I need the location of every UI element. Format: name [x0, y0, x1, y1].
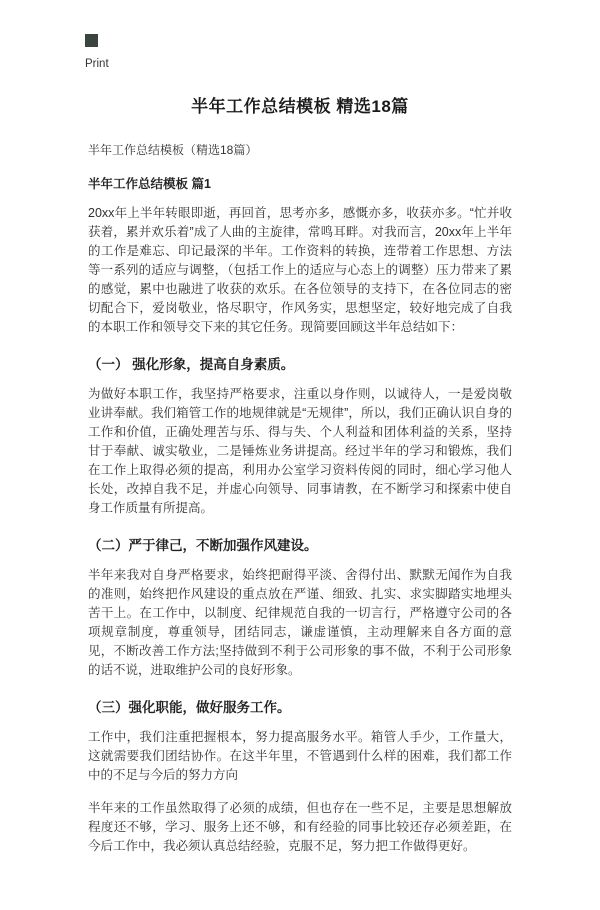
section1-heading: （一） 强化形象，提高自身素质。	[88, 357, 295, 372]
section1-paragraph: 为做好本职工作，我坚持严格要求，注重以身作则，以诚待人，一是爱岗敬业讲奉献。我们箱管工作的地规律就是“无规律”，所以，我们正确认识自身的工作和价值，正确处理苦与乐、得与失、个人利益和团体利益的关系，坚持甘于奉献、诚实敬业，二是锤炼业务讲提高。经过半年的学习和锻炼，我们在工作上取得必须的提高，利用办公室学习资料传阅的同时，细心学习他人长处，改掉自我不足，并虚心向领导、同事请教，在不断学习和探索中使自身工作质量有所提高。	[88, 387, 512, 515]
section2-paragraph: 半年来我对自身严格要求，始终把耐得平淡、舍得付出、默默无闻作为自我的准则，始终把作风建设的重点放在严谨、细致、扎实、求实脚踏实地埋头苦干上。在工作中，以制度、纪律规范自我的一切言行，严格遵守公司的各项规章制度，尊重领导，团结同志，谦虚谨慎，主动理解来自各方面的意见，不断改善工作方法;坚持做到不利于公司形象的事不做，不利于公司形象的话不说，进取维护公司的良好形象。	[88, 568, 512, 677]
section3-heading: （三）强化职能，做好服务工作。	[88, 700, 291, 715]
part1-intro-paragraph: 20xx年上半年转眼即逝，再回首，思考亦多，感慨亦多，收获亦多。“忙并收获着，累并欢乐着”成了人曲的主旋律，常鸣耳畔。对我而言，20xx年上半年的工作是难忘、印记最深的半年。工作资料的转换，连带着工作思想、方法等一系列的适应与调整，（包括工作上的适应与心态上的调整）压力带来了累的感觉，累中也融进了收获的欢乐。在各位领导的支持下，在各位同志的密切配合下，爱岗敬业，恪尽职守，作风务实，思想坚定，较好地完成了自我的本职工作和领导交下来的其它任务。现简要回顾这半年总结如下：	[88, 206, 512, 334]
print-link[interactable]: Print	[85, 58, 109, 70]
document-title: 半年工作总结模板 精选18篇	[191, 97, 409, 116]
part1-heading: 半年工作总结模板 篇1	[88, 177, 211, 191]
document-subtitle: 半年工作总结模板（精选18篇）	[88, 143, 258, 157]
page-icon	[85, 34, 98, 47]
closing-paragraph: 半年来的工作虽然取得了必须的成绩，但也存在一些不足，主要是思想解放程度还不够，学习、服务上还不够，和有经验的同事比较还存必须差距，在今后工作中，我必须认真总结经验，克服不足，努力把工作做得更好。	[88, 801, 512, 853]
section3-paragraph: 工作中，我们注重把握根本，努力提高服务水平。箱管人手少，工作量大，这就需要我们团结协作。在这半年里，不管遇到什么样的困难，我们都工作中的不足与今后的努力方向	[88, 730, 512, 782]
section2-heading: （二）严于律己，不断加强作风建设。	[88, 538, 318, 553]
